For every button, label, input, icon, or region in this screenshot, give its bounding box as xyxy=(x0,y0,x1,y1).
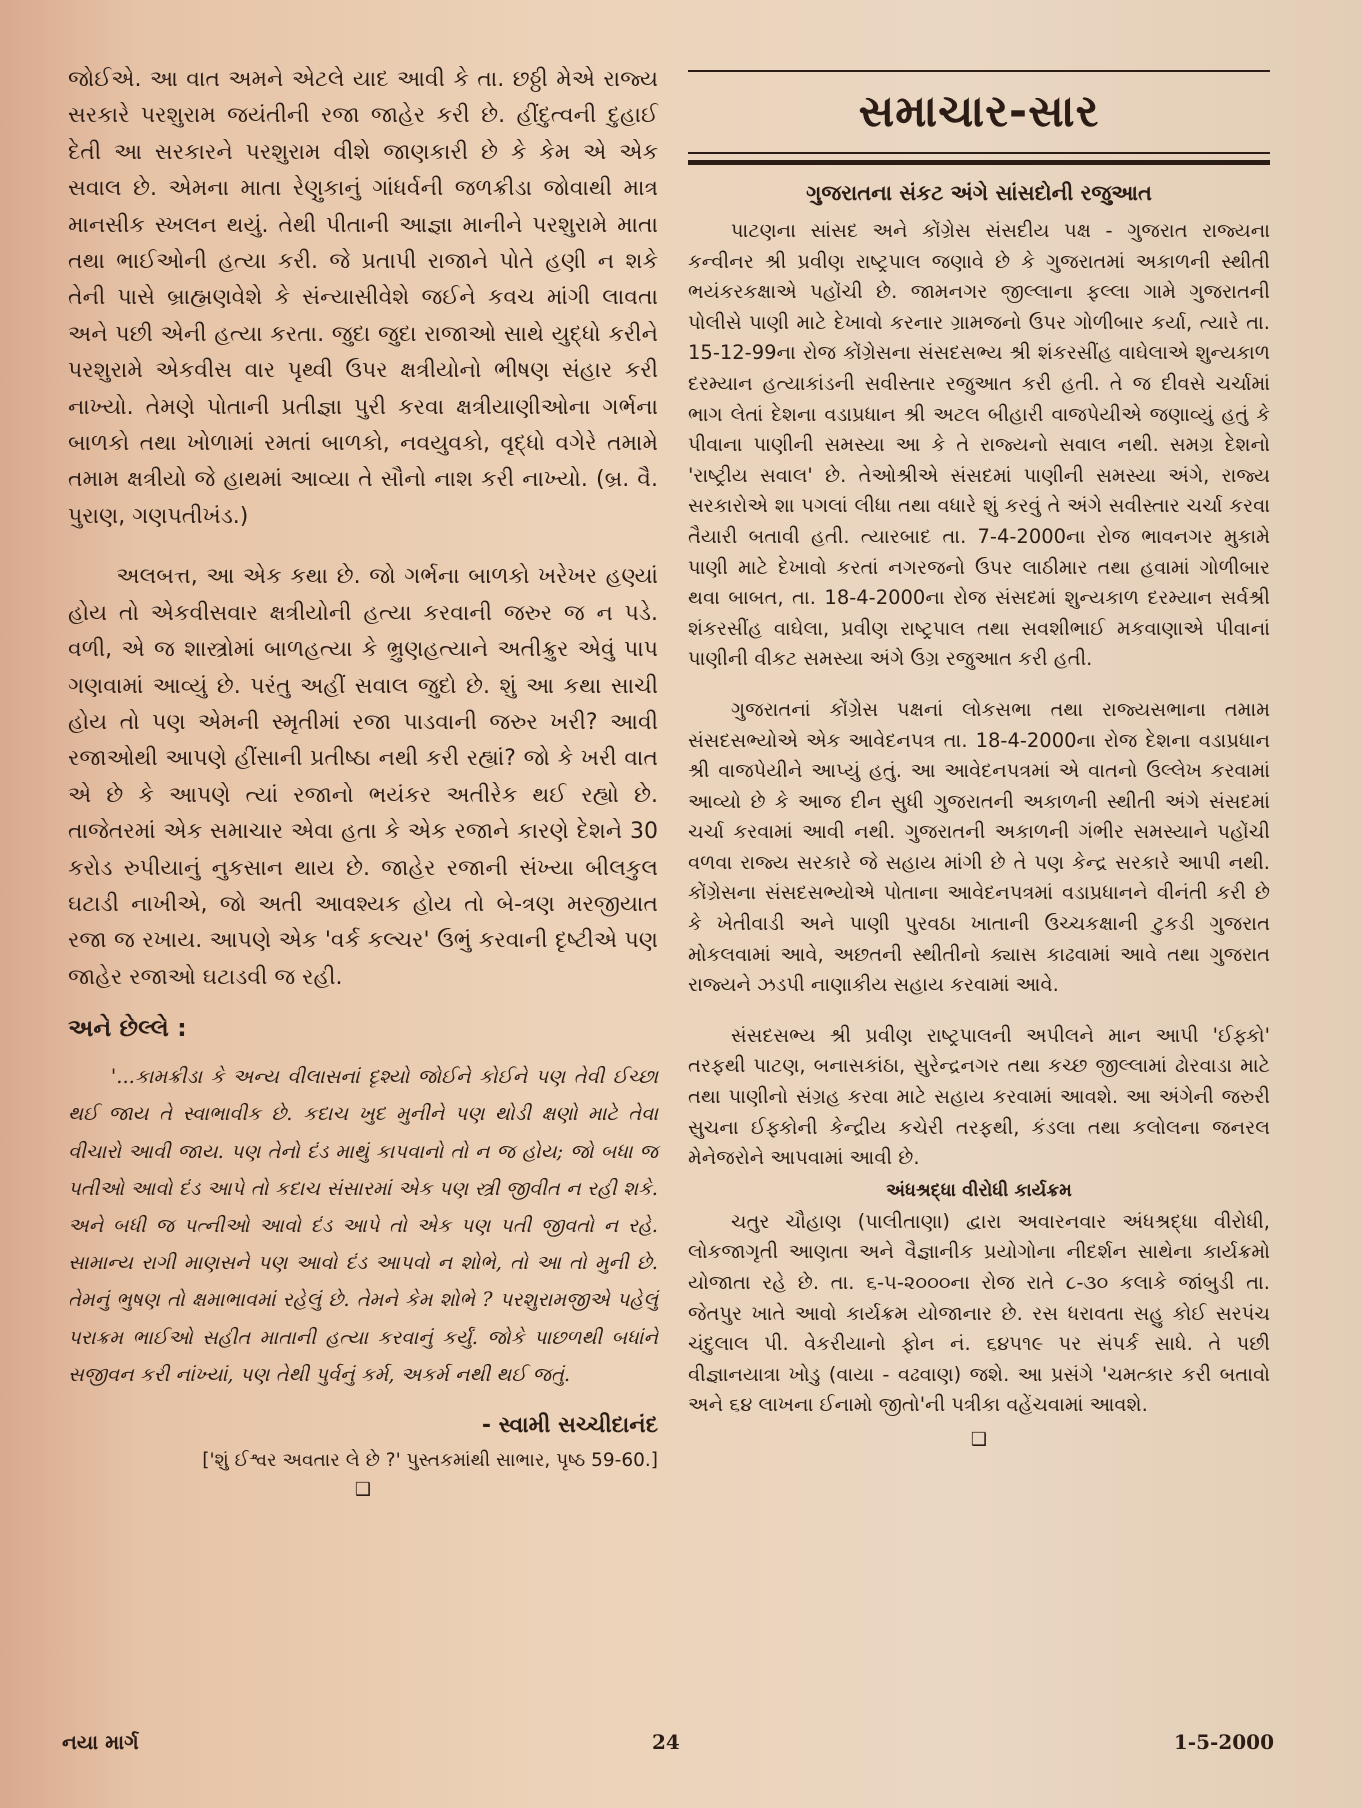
masthead-bottom-rule-thin xyxy=(688,152,1270,154)
quote-author: - સ્વામી સચ્ચીદાનંદ xyxy=(481,1412,658,1438)
left-column xyxy=(68,62,658,1500)
section-masthead: સમાચાર-સાર xyxy=(858,86,1100,137)
left-paragraph-1: જોઈએ. આ વાત અમને એટલે યાદ આવી કે તા. છઠ્ઠી મેએ રાજ્ય સરકારે પરશુરામ જયંતીની રજા જાહેર કરી છે. હીંદુત્વની દુહાઈ દેતી આ સરકારને પરશુરામ વીશે જાણકારી છે કે કેમ એ એક સવાલ છે. એમના માતા રેણુકાનું ગાંધર્વની જળક્રીડા જોવાથી માત્ર માનસીક સ્ખલન થયું. તેથી પીતાની આજ્ઞા માનીને પરશુરામે માતા તથા ભાઈઓની હત્યા કરી. જે પ્રતાપી રાજાને પોતે હણી ન શકે તેની પાસે બ્રાહ્મણવેશે કે સંન્યાસીવેશે જઈને કવચ માંગી લાવતા અને પછી એની હત્યા કરતા. જુદા જુદા રાજાઓ સાથે યુદ્ધો કરીને પરશુરામે એકવીસ વાર પૃથ્વી ઉપર ક્ષત્રીયોનો ભીષણ સંહાર કરી નાખ્યો. તેમણે પોતાની પ્રતીજ્ઞા પુરી કરવા ક્ષત્રીયાણીઓના ગર્ભના બાળકો તથા ખોળામાં રમતાં બાળકો, નવયુવકો, વૃદ્ધો વગેરે તમામે તમામ ક્ષત્રીયો જે હાથમાં આવ્યા તે સૌનો નાશ કરી નાખ્યો. (બ્ર. વૈ. પુરાણ, ગણપતીખંડ.) xyxy=(68,67,658,529)
right-paragraph-1: પાટણના સાંસદ અને કોંગ્રેસ સંસદીય પક્ષ - ગુજરાત રાજ્યના કન્વીનર શ્રી પ્રવીણ રાષ્ટ્રપાલ જણાવે છે કે ગુજરાતમાં અકાળની સ્થીતી ભયંકરકક્ષાએ પહોંચી છે. જામનગર જીલ્લાના ફલ્લા ગામે ગુજરાતની પોલીસે પાણી માટે દેખાવો કરનાર ગ્રામજનો ઉપર ગોળીબાર કર્યા, ત્યારે તા. 15-12-99ના રોજ કોંગ્રેસના સંસદસભ્ય શ્રી શંકરસીંહ વાઘેલાએ શુન્યકાળ દરમ્યાન હત્યાકાંડની સવીસ્તાર રજુઆત કરી હતી. તે જ દીવસે ચર્ચામાં ભાગ લેતાં દેશના વડાપ્રધાન શ્રી અટલ બીહારી વાજપેયીએ જણાવ્યું હતું કે પીવાના પાણીની સમસ્યા આ કે તે રાજ્યનો સવાલ નથી. સમગ્ર દેશનો 'રાષ્ટ્રીય સવાલ' છે. તેઓશ્રીએ સંસદમાં પાણીની સમસ્યા અંગે, રાજ્ય સરકારોએ શા પગલાં લીધા તથા વધારે શું કરવું તે અંગે સવીસ્તાર ચર્ચા કરવા તૈયારી બતાવી હતી. ત્યારબાદ તા. 7-4-2000ના રોજ ભાવનગર મુકામે પાણી માટે દેખાવો કરતાં નગરજનો ઉપર લાઠીમાર તથા હવામાં ગોળીબાર થવા બાબત, તા. 18-4-2000ના રોજ સંસદમાં શુન્યકાળ દરમ્યાન સર્વશ્રી શંકરસીંહ વાઘેલા, પ્રવીણ રાષ્ટ્રપાલ તથા સવશીભાઈ મકવાણાએ પીવાનાં પાણીની વીકટ સમસ્યા અંગે ઉગ્ર રજુઆત કરી હતી. xyxy=(688,219,1270,671)
right-paragraph-3: સંસદસભ્ય શ્રી પ્રવીણ રાષ્ટ્રપાલની અપીલને માન આપી 'ઈફ્કો' તરફથી પાટણ, બનાસકાંઠા, સુરેન્દ્રનગર તથા કચ્છ જીલ્લામાં ઢોરવાડા માટે તથા પાણીનો સંગ્રહ કરવા માટે સહાય કરવામાં આવશે. આ અંગેની જરુરી સુચના ઈફ્કોની કેન્દ્રીય કચેરી તરફથી, કંડલા તથા કલોલના જનરલ મેનેજરોને આપવામાં આવી છે. xyxy=(688,1023,1270,1170)
page-footer xyxy=(62,1730,1274,1760)
masthead-bottom-rule-thick xyxy=(688,160,1270,165)
right-column xyxy=(688,62,1270,1450)
page-number: 24 xyxy=(652,1730,680,1754)
right-paragraph-4: ચતુર ચૌહાણ (પાલીતાણા) દ્વારા અવારનવાર અંધશ્રદ્ધા વીરોધી, લોકજાગૃતી આણતા અને વૈજ્ઞાનીક પ્રયોગોના નીદર્શન સાથેના કાર્યક્રમો યોજાતા રહે છે. તા. ૬-૫-૨૦૦૦ના રોજ રાતે ૮-૩૦ કલાકે જાંબુડી તા. જેતપુર ખાતે આવો કાર્યક્રમ યોજાનાર છે. રસ ધરાવતા સહુ કોઈ સરપંચ ચંદુલાલ પી. વેકરીયાનો ફોન નં. ૬૪૫૧૯ પર સંપર્ક સાધે. તે પછી વીજ્ઞાનયાત્રા ખોડુ (વાયા - વઢવાણ) જશે. આ પ્રસંગે 'ચમત્કાર કરી બતાવો અને ૬૪ લાખના ઈનામો જીતો'ની પત્રીકા વહેંચવામાં આવશે. xyxy=(688,1209,1270,1417)
issue-date: 1-5-2000 xyxy=(1173,1730,1274,1754)
end-mark: ❑ xyxy=(354,1478,372,1500)
quote-source: ['શું ઈશ્વર અવતાર લે છે ?' પુસ્તકમાંથી સાભાર, પૃષ્ઠ 59-60.] xyxy=(202,1449,658,1471)
quote-paragraph: '...કામક્રીડા કે અન્ય વીલાસનાં દૃશ્યો જોઈને કોઈને પણ તેવી ઈચ્છા થઈ જાય તે સ્વાભાવીક છે. કદાચ ખુદ મુનીને પણ થોડી ક્ષણો માટે તેવા વીચારો આવી જાય. પણ તેનો દંડ માથું કાપવાનો તો ન જ હોય; જો બધા જ પતીઓ આવો દંડ આપે તો કદાચ સંસારમાં એક પણ સ્ત્રી જીવીત ન રહી શકે. અને બધી જ પત્નીઓ આવો દંડ આપે તો એક પણ પતી જીવતો ન રહે. સામાન્ય રાગી માણસને પણ આવો દંડ આપવો ન શોભે, તો આ તો મુની છે. તેમનું ભુષણ તો ક્ષમાભાવમાં રહેલું છે. તેમને કેમ શોભે ? પરશુરામજીએ પહેલું પરાક્રમ ભાઈઓ સહીત માતાની હત્યા કરવાનું કર્યું. જોકે પાછળથી બધાંને સજીવન કરી નાંખ્યાં, પણ તેથી પુર્વનું કર્મ, અકર્મ નથી થઈ જતું. xyxy=(68,1065,658,1386)
right-paragraph-2: ગુજરાતનાં કોંગ્રેસ પક્ષનાં લોકસભા તથા રાજ્યસભાના તમામ સંસદસભ્યોએ એક આવેદનપત્ર તા. 18-4-2000ના રોજ દેશના વડાપ્રધાન શ્રી વાજપેયીને આપ્યું હતું. આ આવેદનપત્રમાં એ વાતનો ઉલ્લેખ કરવામાં આવ્યો છે કે આજ દીન સુધી ગુજરાતની અકાળની સ્થીતી અંગે સંસદમાં ચર્ચા કરવામાં આવી નથી. ગુજરાતની અકાળની ગંભીર સમસ્યાને પહોંચી વળવા રાજ્ય સરકારે જે સહાય માંગી છે તે પણ કેન્દ્ર સરકારે આપી નથી. કોંગ્રેસના સંસદસભ્યોએ પોતાના આવેદનપત્રમાં વડાપ્રધાનને વીનંતી કરી છે કે ખેતીવાડી અને પાણી પુરવઠા ખાતાની ઉચ્ચકક્ષાની ટુકડી ગુજરાત મોકલવામાં આવે, અછતની સ્થીતીનો ક્યાસ કાઢવામાં આવે તથા ગુજરાત રાજ્યને ઝડપી નાણાકીય સહાય કરવામાં આવે. xyxy=(688,697,1270,997)
end-mark: ❑ xyxy=(970,1428,988,1450)
left-paragraph-2: અલબત્ત, આ એક કથા છે. જો ગર્ભના બાળકો ખરેખર હણ્યાં હોય તો એકવીસવાર ક્ષત્રીયોની હત્યા કરવાની જરુર જ ન પડે. વળી, એ જ શાસ્ત્રોમાં બાળહત્યા કે ભ્રુણહત્યાને અતીક્રુર એવું પાપ ગણવામાં આવ્યું છે. પરંતુ અહીં સવાલ જુદો છે. શું આ કથા સાચી હોય તો પણ એમની સ્મૃતીમાં રજા પાડવાની જરુર ખરી? આવી રજાઓથી આપણે હીંસાની પ્રતીષ્ઠા નથી કરી રહ્યાં? જો કે ખરી વાત એ છે કે આપણે ત્યાં રજાનો ભયંકર અતીરેક થઈ રહ્યો છે. તાજેતરમાં એક સમાચાર એવા હતા કે એક રજાને કારણે દેશને 30 કરોડ રુપીયાનું નુકસાન થાય છે. જાહેર રજાની સંખ્યા બીલકુલ ઘટાડી નાખીએ, જો અતી આવશ્યક હોય તો બે-ત્રણ મરજીયાત રજા જ રખાય. આપણે એક 'વર્ક કલ્ચર' ઉભું કરવાની દૃષ્ટીએ પણ જાહેર રજાઓ ઘટાડવી જ રહી. xyxy=(68,564,658,990)
article-headline: ગુજરાતના સંકટ અંગે સાંસદોની રજુઆત xyxy=(806,181,1152,205)
publication-title: નયા માર્ગ xyxy=(62,1730,139,1754)
right-subheading: અંધશ્રદ્ધા વીરોધી કાર્યક્રમ xyxy=(886,1179,1072,1201)
masthead-top-rule xyxy=(688,70,1270,72)
left-subheading: અને છેલ્લે : xyxy=(68,1014,187,1043)
